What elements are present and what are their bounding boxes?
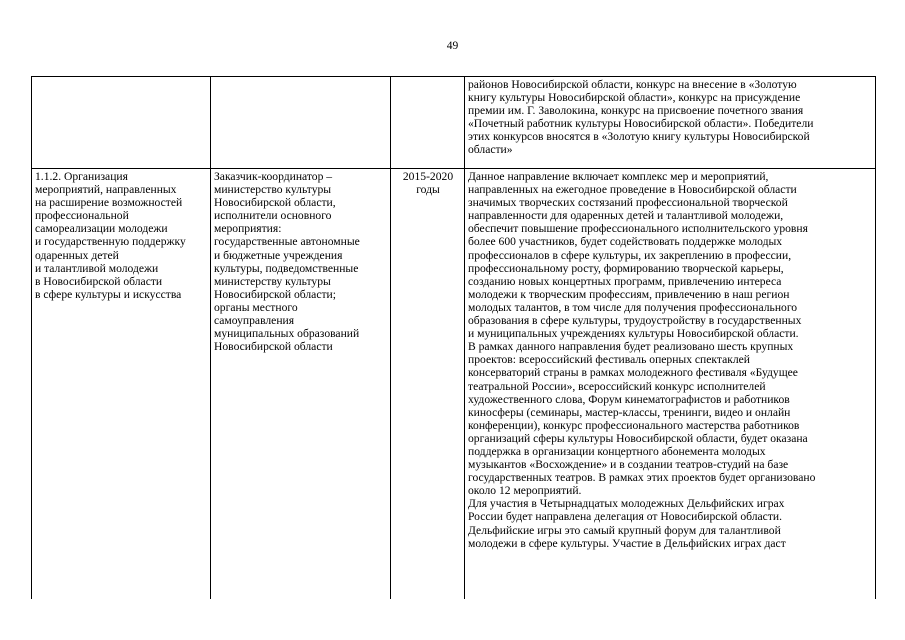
measure-cell	[32, 77, 211, 169]
text-line: премии им. Г. Заволокина, конкурс на присвоение почетного звания	[468, 104, 804, 118]
text-line: конференции), конкурс профессионального мастерства работников	[468, 418, 800, 432]
text-line: области»	[468, 143, 513, 157]
text-line: профессиональной	[35, 209, 129, 223]
measure-cell	[32, 169, 211, 599]
text-line: этих конкурсов вносятся в «Золотую книгу культуры Новосибирской	[468, 130, 810, 144]
text-line: органы местного	[214, 300, 298, 314]
text-line: около 12 мероприятий.	[468, 484, 582, 498]
text-line: В рамках данного направления будет реализовано шесть крупных	[468, 340, 794, 354]
text-line: созданию новых концертных программ, привлечению интереса	[468, 274, 782, 288]
text-line: направленности для одаренных детей и талантливой молодежи,	[468, 209, 784, 223]
text-line: самореализации молодежи	[35, 222, 168, 236]
text-line: министерству культуры	[214, 274, 331, 288]
executor-cell	[211, 169, 391, 599]
text-line: самоуправления	[214, 314, 295, 328]
description-cell	[465, 77, 876, 169]
text-line: министерство культуры	[214, 183, 332, 197]
text-line: и муниципальных учреждениях культуры Новосибирской области.	[468, 327, 799, 341]
text-line: в сфере культуры и искусства	[35, 287, 182, 301]
text-line: направленных на ежегодное проведение в Новосибирской области	[468, 183, 797, 197]
text-line: государственных театров. В рамках этих проектов будет организовано	[468, 471, 816, 485]
text-line: 1.1.2. Организация	[35, 170, 128, 183]
text-line: и государственную поддержку	[35, 235, 186, 249]
text-line: проектов: всероссийский фестиваль оперных спектаклей	[468, 353, 751, 367]
text-line: молодых талантов, в том числе для получения профессионального	[468, 300, 798, 314]
text-line: профессиональному росту, формированию творческой карьеры,	[468, 261, 784, 275]
text-line: Данное направление включает комплекс мер и мероприятий,	[468, 170, 769, 183]
text-line: книгу культуры Новосибирской области», конкурс на присуждение	[468, 91, 801, 105]
text-line: музыкантов «Восхождение» и в создании театров-студий на базе	[468, 458, 789, 472]
text-line: Дельфийские игры это самый крупный форум для талантливой	[468, 523, 781, 537]
text-line: государственные автономные	[214, 235, 360, 249]
text-line: художественного слова, Форум кинематографистов и работников	[468, 392, 790, 406]
text-line: и бюджетные учреждения	[214, 248, 343, 262]
program-measures-table	[31, 76, 876, 599]
text-line: поддержка в организации концертного абонемента молодых	[468, 444, 766, 458]
description-cell	[465, 169, 876, 599]
text-line: Новосибирской области	[214, 340, 333, 354]
text-line: мероприятия:	[214, 222, 282, 236]
text-line: и талантливой молодежи	[35, 261, 159, 275]
text-line: профессионалов в сфере культуры, их закреплению в профессии,	[468, 248, 792, 262]
text-line: в Новосибирской области	[35, 274, 163, 288]
text-line: театральной России», всероссийский конкурс исполнителей	[468, 379, 766, 393]
text-line: образования в сфере культуры, трудоустройству в государственных	[468, 314, 802, 328]
text-line: 2015-2020	[402, 170, 454, 183]
text-line: консерваторий страны в рамках молодежного фестиваля «Будущее	[468, 366, 798, 380]
table-row-measure-1-1-2	[32, 169, 876, 599]
text-line: мероприятий, направленных	[35, 183, 177, 197]
text-line: одаренных детей	[35, 248, 119, 262]
text-line: на расширение возможностей	[35, 196, 183, 210]
period-cell	[391, 169, 465, 599]
text-line: исполнители основного	[214, 209, 332, 223]
text-line: Новосибирской области;	[214, 287, 336, 301]
text-line: молодежи в сфере культуры. Участие в Дельфийских играх даст	[468, 536, 786, 550]
text-line: Заказчик-координатор –	[214, 170, 333, 183]
text-line: муниципальных образований	[214, 327, 360, 341]
text-line: более 600 участников, будет содействовать поддержке молодых	[468, 235, 783, 249]
page-number: 49	[446, 40, 459, 52]
executor-cell	[211, 77, 391, 169]
text-line: годы	[416, 183, 440, 197]
text-line: обеспечит повышение профессионального исполнительского уровня	[468, 222, 808, 236]
text-line: организаций сферы культуры Новосибирской области, будет оказана	[468, 431, 808, 445]
text-line: значимых творческих состязаний профессиональной творческой	[468, 196, 788, 210]
text-line: районов Новосибирской области, конкурс на внесение в «Золотую	[468, 78, 797, 91]
table-row-continued	[32, 77, 876, 169]
text-line: Новосибирской области,	[214, 196, 336, 210]
text-line: молодежи к творческим профессиям, привлечению в наш регион	[468, 287, 790, 301]
text-line: «Почетный работник культуры Новосибирской области». Победители	[468, 117, 814, 131]
text-line: культуры, подведомственные	[214, 261, 359, 275]
text-line: России будет направлена делегация от Новосибирской области.	[468, 510, 782, 524]
period-cell	[391, 77, 465, 169]
text-line: Для участия в Четырнадцатых молодежных Дельфийских играх	[468, 497, 785, 511]
text-line: киносферы (семинары, мастер-классы, тренинги, видео и онлайн	[468, 405, 791, 419]
